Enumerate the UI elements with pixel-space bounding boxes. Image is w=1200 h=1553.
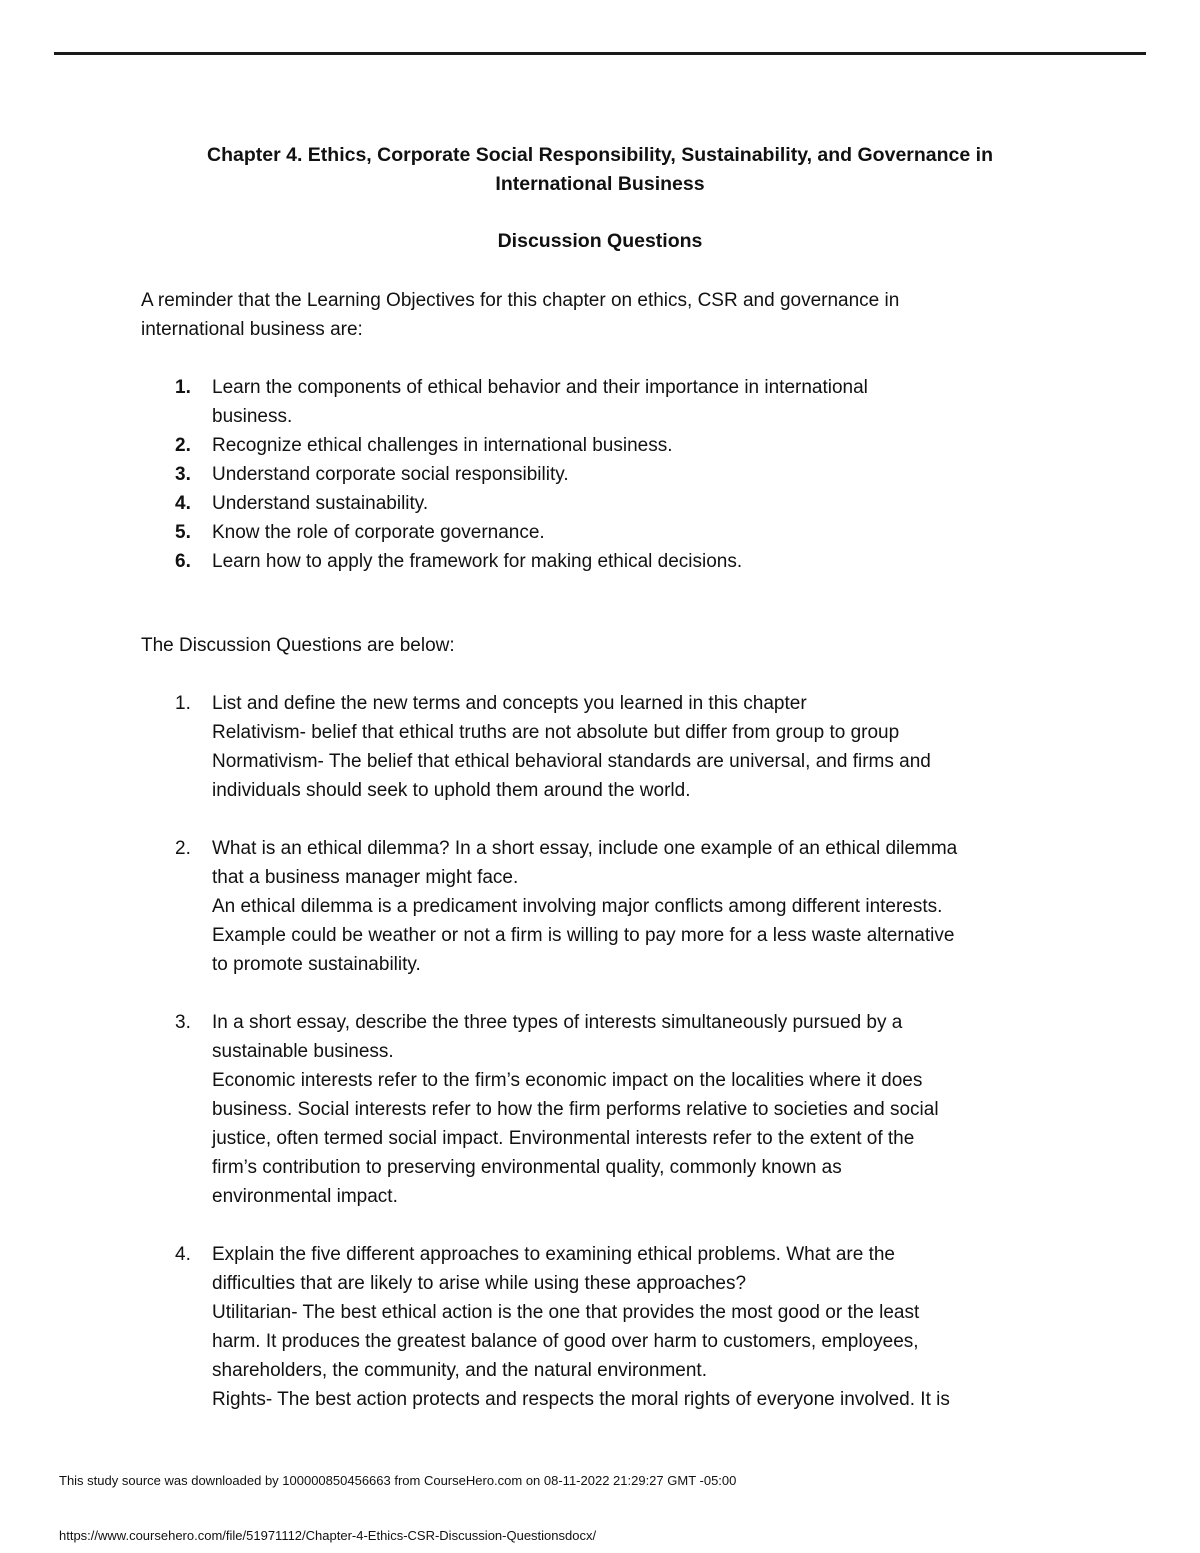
list-number: 2. <box>175 435 191 456</box>
list-line: Example could be weather or not a firm is willing to pay more for a less waste alternative <box>212 925 955 946</box>
list-line: Rights- The best action protects and respects the moral rights of everyone involved. It is <box>212 1389 950 1410</box>
list-line: environmental impact. <box>212 1186 398 1207</box>
list-line: What is an ethical dilemma? In a short essay, include one example of an ethical dilemma <box>212 838 958 859</box>
list-item <box>141 518 1061 547</box>
list-line: individuals should seek to uphold them around the world. <box>212 780 691 801</box>
list-line: In a short essay, describe the three types of interests simultaneously pursued by a <box>212 1012 903 1033</box>
list-item <box>141 1008 1061 1211</box>
list-line: Understand corporate social responsibility. <box>212 464 569 485</box>
list-line: harm. It produces the greatest balance of good over harm to customers, employees, <box>212 1331 919 1352</box>
list-line: that a business manager might face. <box>212 867 519 888</box>
list-number: 3. <box>175 464 191 485</box>
list-line: business. Social interests refer to how the firm performs relative to societies and social <box>212 1099 939 1120</box>
list-item <box>141 489 1061 518</box>
list-item <box>141 689 1061 805</box>
list-line: Normativism- The belief that ethical behavioral standards are universal, and firms and <box>212 751 931 772</box>
footer-source-note: This study source was downloaded by 100000850456663 from CourseHero.com on 08-11-2022 21:29:27 GMT -05:00 <box>59 1473 737 1488</box>
list-number: 1. <box>175 377 191 398</box>
title-line: International Business <box>495 173 705 195</box>
list-item <box>141 373 1061 431</box>
list-line: to promote sustainability. <box>212 954 421 975</box>
list-number: 4. <box>175 1244 191 1265</box>
list-line: Know the role of corporate governance. <box>212 522 545 543</box>
list-number: 5. <box>175 522 191 543</box>
footer-url[interactable]: https://www.coursehero.com/file/51971112/Chapter-4-Ethics-CSR-Discussion-Questionsdocx/ <box>59 1528 597 1543</box>
questions-intro: The Discussion Questions are below: <box>141 635 455 656</box>
intro-line: A reminder that the Learning Objectives for this chapter on ethics, CSR and governance in <box>141 290 900 311</box>
list-number: 3. <box>175 1012 191 1033</box>
page-title <box>140 141 1060 199</box>
top-rule <box>54 52 1146 55</box>
list-line: Economic interests refer to the firm’s economic impact on the localities where it does <box>212 1070 923 1091</box>
list-item <box>141 834 1061 979</box>
list-number: 4. <box>175 493 191 514</box>
list-line: Utilitarian- The best ethical action is the one that provides the most good or the least <box>212 1302 920 1323</box>
intro-line: international business are: <box>141 319 363 340</box>
list-line: business. <box>212 406 293 427</box>
list-line: Learn how to apply the framework for making ethical decisions. <box>212 551 743 572</box>
intro-paragraph <box>141 286 1041 344</box>
list-line: Recognize ethical challenges in international business. <box>212 435 673 456</box>
list-number: 6. <box>175 551 191 572</box>
list-line: List and define the new terms and concepts you learned in this chapter <box>212 693 807 714</box>
questions-list <box>141 689 1061 1414</box>
objectives-list <box>141 373 1061 576</box>
list-line: Learn the components of ethical behavior and their importance in international <box>212 377 868 398</box>
list-item <box>141 431 1061 460</box>
list-line: firm’s contribution to preserving environmental quality, commonly known as <box>212 1157 842 1178</box>
list-line: difficulties that are likely to arise while using these approaches? <box>212 1273 747 1294</box>
list-number: 2. <box>175 838 191 859</box>
list-line: An ethical dilemma is a predicament involving major conflicts among different interests. <box>212 896 943 917</box>
list-line: justice, often termed social impact. Environmental interests refer to the extent of the <box>212 1128 915 1149</box>
list-item <box>141 460 1061 489</box>
list-line: sustainable business. <box>212 1041 394 1062</box>
list-line: Relativism- belief that ethical truths are not absolute but differ from group to group <box>212 722 900 743</box>
list-number: 1. <box>175 693 191 714</box>
list-item <box>141 1240 1061 1414</box>
list-line: Understand sustainability. <box>212 493 429 514</box>
list-line: shareholders, the community, and the natural environment. <box>212 1360 707 1381</box>
list-line: Explain the five different approaches to examining ethical problems. What are the <box>212 1244 895 1265</box>
title-line: Chapter 4. Ethics, Corporate Social Responsibility, Sustainability, and Governance in <box>207 144 993 166</box>
section-heading: Discussion Questions <box>497 230 703 252</box>
list-item <box>141 547 1061 576</box>
